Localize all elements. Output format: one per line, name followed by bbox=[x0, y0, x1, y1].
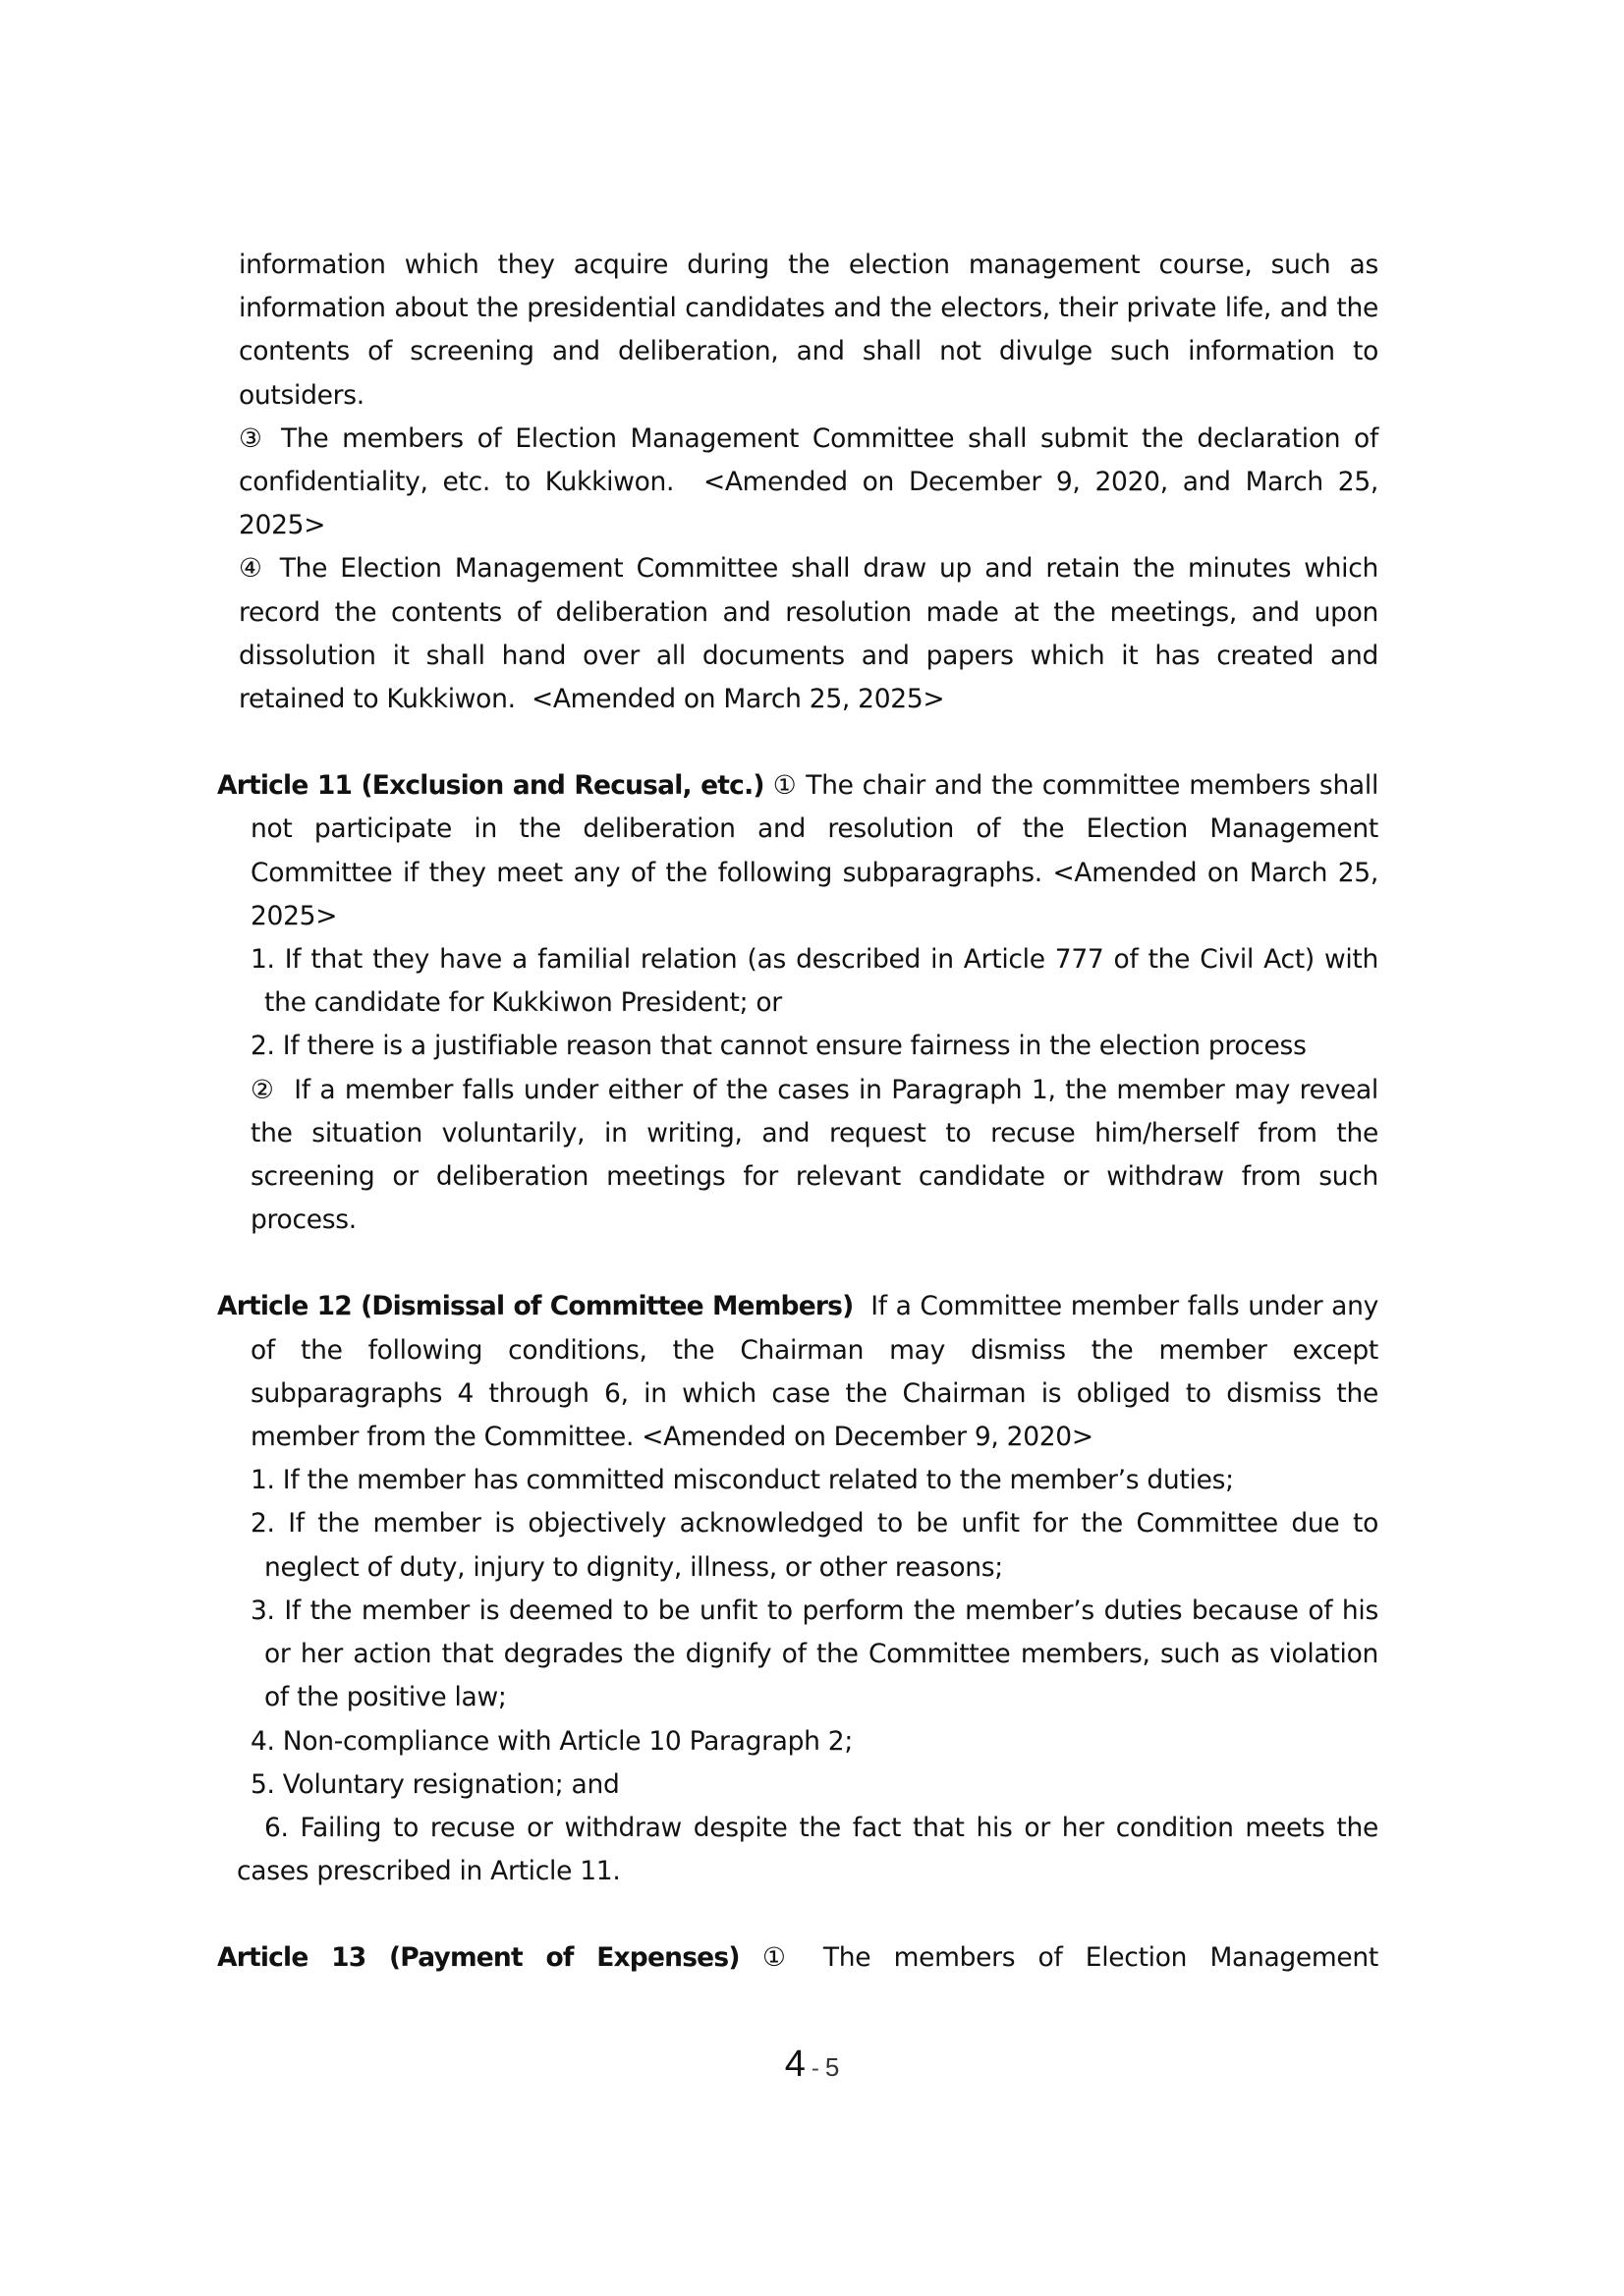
article-11 bbox=[217, 764, 1378, 1242]
article-11-head bbox=[217, 764, 1378, 938]
article-12 bbox=[217, 1285, 1378, 1893]
list-item: 1. If the member has committed misconduct related to the member’s duties; bbox=[251, 1465, 1234, 1496]
list-item: 6. Failing to recuse or withdraw despite the fact that his or her condition meets the cases prescribed in Article 11. bbox=[237, 1812, 1378, 1887]
paragraph-text: The members of Election Management bbox=[822, 1942, 1379, 1974]
continuation-paragraph bbox=[239, 244, 1378, 418]
list-item: 2. If there is a justifiable reason that cannot ensure fairness in the election process bbox=[251, 1031, 1307, 1062]
paragraph-text: If a member falls under either of the cases in Paragraph 1, the member may reveal the situation voluntarily, in writing, and request to recuse him/herself from the screening or deliberation meetings for relevant candidate or withdraw from such process. bbox=[251, 1074, 1378, 1236]
amendment-note: <Amended on December 9, 2020> bbox=[642, 1422, 1093, 1453]
list-item: 2. If the member is objectively acknowledged to be unfit for the Committee due to neglect of duty, injury to dignity, illness, or other reasons; bbox=[251, 1508, 1378, 1583]
article-title: Article 11 (Exclusion and Recusal, etc.) bbox=[217, 770, 764, 802]
list-item: 1. If that they have a familial relation (as described in Article 777 of the Civil Act) with the candidate for Kukkiwon President; or bbox=[251, 944, 1378, 1019]
paragraph-text: The Election Management Committee shall draw up and retain the minutes which record the contents of deliberation and resolution made at the meetings, and upon dissolution it shall hand over all documents and papers which it has created and retained to Kukkiwon. bbox=[239, 553, 1378, 715]
article-13 bbox=[217, 1936, 1378, 1980]
article-13-head bbox=[217, 1936, 1378, 1980]
paragraph-text: The chair and the committee members shall not participate in the deliberation and resolution of the Election Management Committee if they meet any of the following subparagraphs. bbox=[251, 770, 1379, 888]
continuation-text: information which they acquire during the election management course, such as information about the presidential candidates and the electors, their private life, and the contents of screening and deliberation, and shall not divulge such information to outsiders. bbox=[239, 250, 1378, 411]
document-body bbox=[217, 244, 1379, 1981]
paragraph-marker: ① bbox=[772, 770, 798, 802]
amendment-note: <Amended on December 9, 2020, and March 25, 2025> bbox=[239, 467, 1378, 541]
article10-paragraph-3 bbox=[239, 418, 1378, 548]
paragraph-text: If a Committee member falls under any of the following conditions, the Chairman may dismiss the member except subparagraphs 4 through 6, in which case the Chairman is obliged to dismiss the member from the Committee. bbox=[251, 1291, 1378, 1453]
article10-paragraph-4 bbox=[239, 547, 1378, 721]
paragraph-marker: ③ bbox=[239, 422, 268, 454]
paragraph-marker: ② bbox=[251, 1074, 275, 1105]
page-number bbox=[0, 2044, 1624, 2086]
article-11-paragraph-2 bbox=[217, 1069, 1378, 1243]
list-item: 5. Voluntary resignation; and bbox=[251, 1768, 620, 1800]
paragraph-text: The members of Election Management Committee shall submit the declaration of confidentiality, etc. to Kukkiwon. bbox=[239, 422, 1378, 498]
list-item: 4. Non-compliance with Article 10 Paragraph 2; bbox=[251, 1725, 853, 1757]
list-item: 3. If the member is deemed to be unfit to perform the member’s duties because of his or her action that degrades the dignify of the Committee members, such as violation of the positive law; bbox=[251, 1595, 1378, 1713]
article-title: Article 12 (Dismissal of Committee Members) bbox=[217, 1291, 854, 1322]
page-number-chapter: 4 bbox=[784, 2044, 806, 2085]
amendment-note: <Amended on March 25, 2025> bbox=[251, 857, 1378, 931]
paragraph-marker: ④ bbox=[239, 553, 267, 585]
page-number-page: 5 bbox=[824, 2052, 840, 2082]
article-12-head bbox=[217, 1285, 1378, 1459]
paragraph-marker: ① bbox=[761, 1942, 801, 1974]
amendment-note: <Amended on March 25, 2025> bbox=[531, 684, 945, 715]
page-number-separator: - bbox=[811, 2055, 819, 2082]
article-title: Article 13 (Payment of Expenses) bbox=[217, 1942, 740, 1974]
